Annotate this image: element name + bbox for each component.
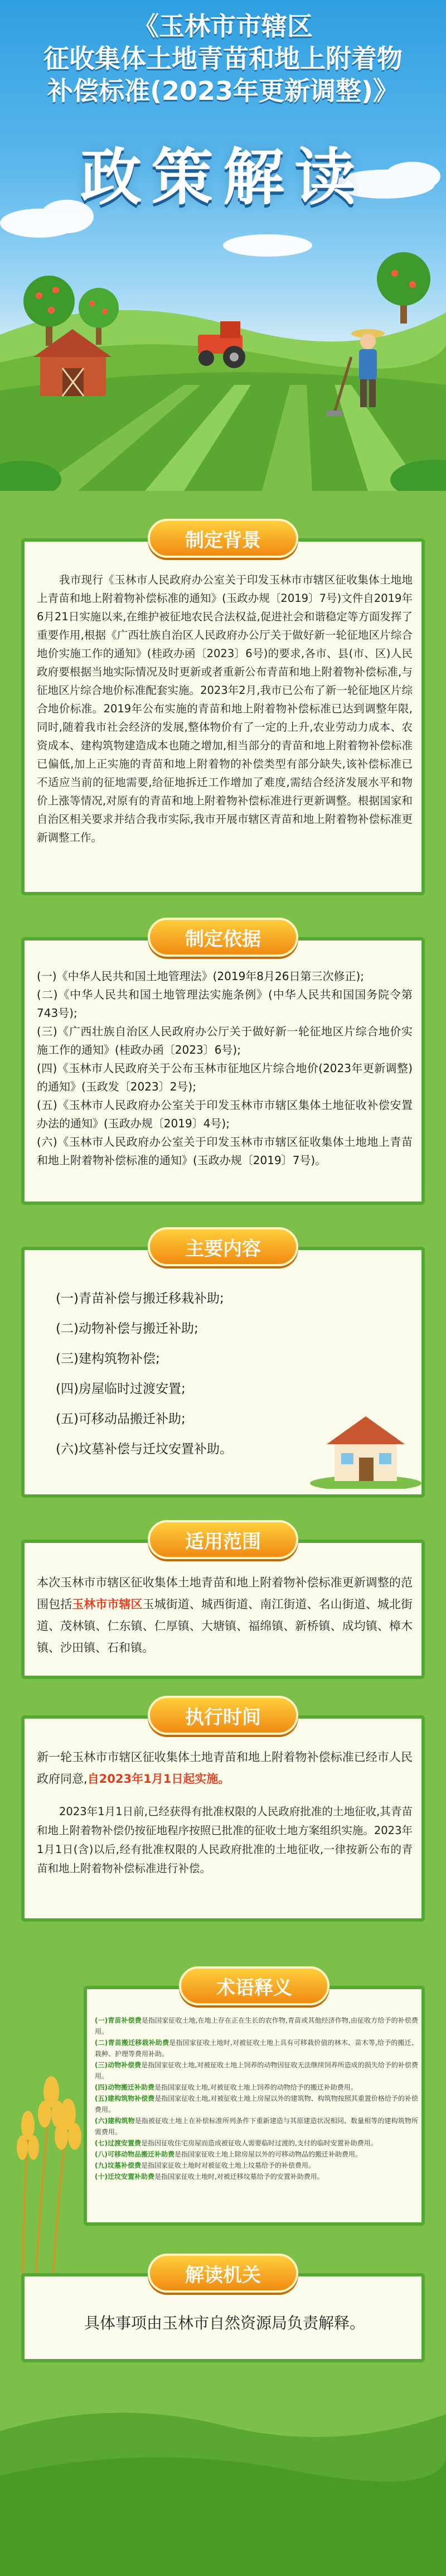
term-item	[95, 2093, 418, 2115]
time-section	[21, 1715, 425, 1922]
hero-banner	[0, 0, 446, 491]
basis-item: (五)《玉林市人民政府办公室关于印发玉林市市辖区集体土地征收补偿安置办法的通知》(玉政办规〔2019〕4号);	[37, 1098, 413, 1130]
term-text: 是指国家征收土地时对被征收土地上坟墓给予的补偿费用。	[140, 2162, 315, 2169]
time-highlight: 自2023年1月1日起实施。	[87, 1772, 230, 1786]
time-text-lead: 新一轮玉林市市辖区征收集体土地青苗和地上附着物补偿标准已经市人民政府同意,	[37, 1750, 413, 1786]
hero-title-line: 补偿标准(2023年更新调整)》	[47, 76, 399, 106]
term-text: 是指被征收土地上在补偿标准所列条件下重新建造与其原建造状况相同、数量相等的建构筑物所需费用。	[95, 2117, 418, 2136]
term-head: (七)过渡安置费	[95, 2139, 141, 2147]
term-item	[95, 2138, 418, 2149]
term-text: 是指国家征收土地,对被征收土地上饲养的动物因征收无法继续饲养所造成的损失给予的补偿费用。	[95, 2061, 418, 2080]
term-head: (八)可移动物品搬迁补助费	[95, 2150, 174, 2158]
terms-list	[95, 2015, 418, 2182]
bottom-grass	[0, 2386, 446, 2576]
term-head: (九)坟墓补偿费	[95, 2162, 141, 2169]
scope-text	[37, 1572, 413, 1659]
section-tab-basis: 制定依据	[148, 918, 298, 957]
time-text-detail: 2023年1月1日前,已经获得有批准权限的人民政府批准的土地征收,其青苗和地上附着物补偿仍按征地程序按照已批准的征收土地方案组织实施。2023年1月1日(含)以后,经有批准权限的人民政府批准的土地征收,一律按新公布的青苗和地上附着物补偿标准进行补偿。	[37, 1805, 413, 1875]
scope-text-rest: 玉城街道、城西街道、南江街道、名山街道、城北街道、茂林镇、仁东镇、仁厚镇、大塘镇、福绵镇、新桥镇、成均镇、樟木镇、沙田镇、石和镇。	[37, 1598, 413, 1654]
section-tab-background: 制定背景	[148, 519, 298, 558]
basis-section	[21, 937, 425, 1205]
term-text: 是指国家征收土地时,对被征收土地上具有可移栽价值的林木、苗木等,给予的搬迁、栽种、护理等费用补助。	[95, 2039, 418, 2058]
term-text: 是指国家征收土地上除房屋以外的可移动物品的搬迁补助费用。	[174, 2150, 362, 2158]
house-icon	[310, 1405, 421, 1489]
terms-section	[84, 1986, 425, 2226]
term-item	[95, 2059, 418, 2082]
authority-text: 具体事项由玉林市自然资源局负责解释。	[84, 2314, 365, 2332]
content-section	[21, 1247, 425, 1498]
hero-title	[0, 10, 446, 107]
scope-text-lead: 本次玉林市市辖区征收集体土地青苗和地上附着物补偿标准更新调整的范围包括	[37, 1576, 413, 1611]
section-tab-time: 执行时间	[148, 1696, 298, 1735]
basis-item: (一)《中华人民共和国土地管理法》(2019年8月26日第三次修正);	[37, 969, 365, 983]
hero-title-line: 《玉林市市辖区	[133, 11, 313, 41]
section-tab-terms: 术语释义	[179, 1966, 329, 2005]
content-item: (六)坟墓补偿与迁坟安置补助。	[56, 1442, 232, 1456]
time-text	[37, 1747, 413, 1790]
term-text: 是指因征收住宅房屋而造成被征收人需要临时过渡的,支付的临时安置补助费用。	[140, 2139, 377, 2147]
scope-highlight: 玉林市市辖区	[72, 1598, 143, 1611]
term-head: (四)动物搬迁补助费	[95, 2083, 154, 2091]
content-item: (一)青苗补偿与搬迁移栽补助;	[56, 1291, 224, 1306]
content-item: (三)建构筑物补偿;	[56, 1352, 160, 1366]
term-head: (一)青苗补偿费	[95, 2017, 142, 2024]
basis-item: (四)《玉林市人民政府关于公布玉林市征地区片综合地价(2023年更新调整)的通知》(玉政发〔2023〕2号);	[37, 1062, 413, 1093]
term-item	[95, 2115, 418, 2138]
content-item: (五)可移动品搬迁补助;	[56, 1412, 186, 1426]
term-text: 是指国家征收土地,在地上存在正在生长的农作物,青苗或其他经济作物,由征收方给予的补偿费用。	[95, 2017, 418, 2035]
basis-item: (三)《广西壮族自治区人民政府办公厅关于做好新一轮征地区片综合地价实施工作的通知》(桂政办函〔2023〕6号);	[37, 1025, 413, 1057]
term-text: 是指国家征收土地,对被征收土地上饲养的动物给予的搬迁补助费用。	[154, 2083, 357, 2091]
term-head: (五)建构筑物补偿费	[95, 2095, 155, 2102]
basis-list	[37, 967, 413, 1170]
tree-icon	[377, 252, 430, 324]
term-item	[95, 2015, 418, 2037]
basis-item: (二)《中华人民共和国土地管理法实施条例》(中华人民共和国国务院令第743号);	[37, 988, 413, 1020]
content-list	[56, 1284, 346, 1464]
term-head: (六)建构筑物	[95, 2117, 135, 2125]
term-head: (十)迁坟安置补助费	[95, 2173, 154, 2181]
term-text: 是指国家征收土地时,对被迁移坟墓给予的安置补助费用。	[154, 2173, 324, 2181]
section-tab-scope: 适用范围	[148, 1520, 298, 1559]
term-item	[95, 2160, 418, 2171]
term-item	[95, 2037, 418, 2059]
hero-title-line: 征收集体土地青苗和地上附着物	[43, 44, 403, 74]
term-item	[95, 2149, 418, 2160]
background-text: 我市现行《玉林市人民政府办公室关于印发玉林市市辖区征收集体土地地上青苗和地上附着物补偿标准的通知》(玉政办规〔2019〕7号)文件自2019年6月21日实施以来,在维护被征地农民合法权益,促进社会和谐稳定等方面发挥了重要作用,根据《广西壮族自治区人民政府办公厅关于做好新一轮征地区片综合地价实施工作的通知》(桂政办函〔2023〕6号)的要求,各市、县(市、区)人民政府要根据当地实际情况及时更新或者重新公布青苗和地上附着物补偿标准,与征地区片综合地价标准配套实施。2023年2月,我市已公布了新一轮征地区片综合地价标准。2019年公布实施的青苗和地上附着物补偿标准已达到调整年限,同时,随着我市社会经济的发展,整体物价有了一定的上升,农业劳动力成本、农资成本、建构筑物建造成本也随之增加,相当部分的青苗和地上附着物补偿标准已偏低,加上正实施的青苗和地上附着物的补偿类型有部分缺失,该补偿标准已不适应当前的征地需要,给征地拆迁工作增加了难度,需结合经济发展水平和物价上涨等情况,对原有的青苗和地上附着物补偿标准进行更新调整。根据国家和自治区相关要求并结合我市实际,我市开展市辖区青苗和地上附着物补偿标准更新调整工作。	[37, 573, 413, 844]
wheat-illustration	[0, 1986, 95, 2321]
content-item: (二)动物补偿与搬迁补助;	[56, 1321, 198, 1336]
content-item: (四)房屋临时过渡安置;	[56, 1382, 186, 1396]
term-item	[95, 2082, 418, 2093]
scope-section	[21, 1540, 425, 1679]
background-section	[21, 538, 425, 895]
term-item	[95, 2171, 418, 2182]
section-tab-authority: 解读机关	[148, 2254, 298, 2293]
section-tab-content: 主要内容	[148, 1227, 298, 1266]
term-head: (二)青苗搬迁移栽补助费	[95, 2039, 169, 2047]
basis-item: (六)《玉林市人民政府办公室关于印发玉林市市辖区征收集体土地地上青苗和地上附着物补偿标准的通知》(玉政办规〔2019〕7号)。	[37, 1135, 413, 1167]
hero-subtitle: 政策解读	[80, 142, 366, 213]
term-text: 是指国家征收土地,对被征收土地上房屋以外的建筑物、构筑物按照其重置价格给予的补偿费用。	[95, 2095, 418, 2114]
term-head: (三)动物补偿费	[95, 2061, 142, 2069]
